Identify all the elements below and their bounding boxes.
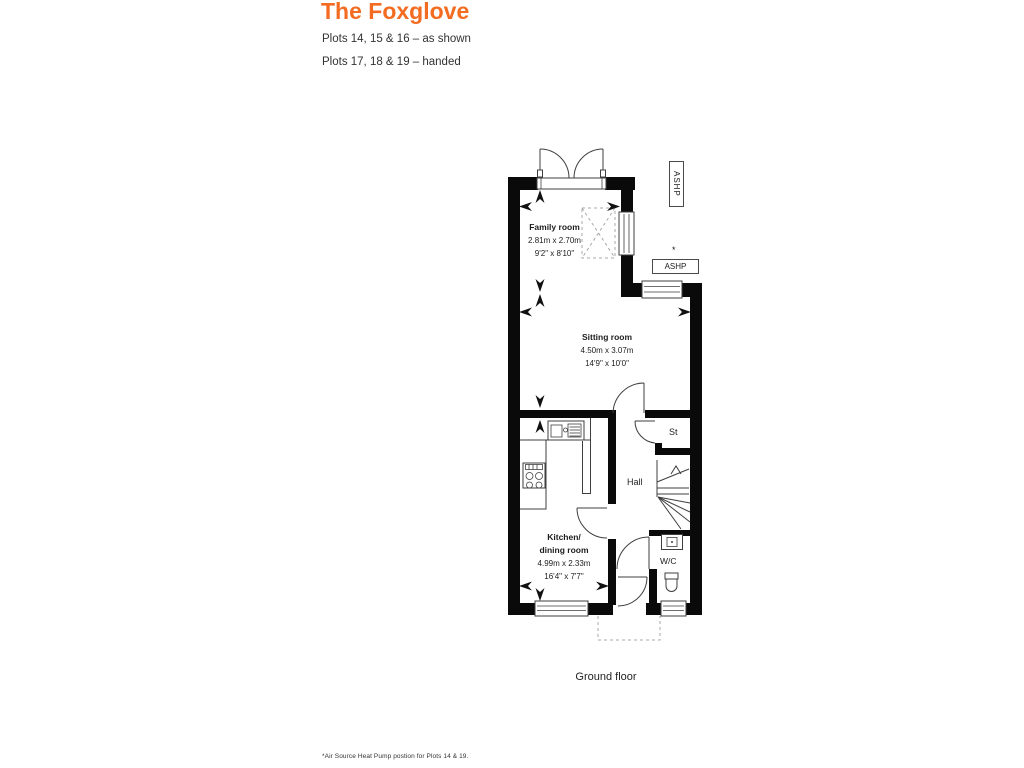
store-label: St	[669, 427, 678, 437]
ashp-side-box: ASHP	[669, 161, 684, 207]
ashp-asterisk: *	[672, 245, 676, 255]
page-title: The Foxglove	[321, 0, 470, 24]
kitchen-name-line1: Kitchen/	[547, 532, 581, 542]
kitchen-hob	[523, 463, 545, 488]
sitting-room-metric: 4.50m x 3.07m	[580, 346, 634, 355]
family-room-window	[619, 212, 634, 255]
plots-handed-text: Plots 17, 18 & 19 – handed	[322, 56, 461, 68]
wc-basin	[662, 535, 683, 550]
stairs	[657, 460, 690, 529]
kitchen-window	[535, 601, 588, 616]
wc-label: W/C	[660, 556, 677, 566]
wc-window	[661, 601, 686, 616]
family-room-label	[514, 221, 595, 260]
kitchen-room-label	[514, 531, 614, 583]
french-doors	[537, 149, 606, 189]
sitting-room-label	[557, 331, 657, 370]
sitting-room-window	[642, 281, 682, 298]
sitting-room-imperial: 14'9" x 10'0"	[585, 359, 629, 368]
kitchen-sink	[548, 421, 584, 440]
hall-label: Hall	[627, 477, 643, 487]
floor-caption: Ground floor	[575, 671, 637, 683]
porch-outline	[598, 616, 660, 640]
kitchen-name-line2: dining room	[539, 545, 589, 555]
sitting-room-name: Sitting room	[581, 332, 633, 342]
family-room-name: Family room	[529, 222, 580, 232]
kitchen-metric: 4.99m x 2.33m	[537, 559, 591, 568]
kitchen-imperial: 16'4" x 7'7"	[544, 572, 584, 581]
wc-door	[617, 537, 649, 569]
footnote-text: *Air Source Heat Pump postion for Plots 14 & 19.	[322, 753, 469, 760]
sitting-room-door	[613, 383, 644, 413]
wc-toilet	[665, 573, 678, 592]
family-room-imperial: 9'2" x 8'10"	[534, 249, 575, 258]
ashp-box: ASHP	[652, 259, 699, 274]
store-door	[635, 421, 655, 443]
family-room-metric: 2.81m x 2.70m	[528, 236, 581, 245]
plots-as-shown-text: Plots 14, 15 & 16 – as shown	[322, 33, 471, 45]
front-door	[618, 577, 647, 606]
